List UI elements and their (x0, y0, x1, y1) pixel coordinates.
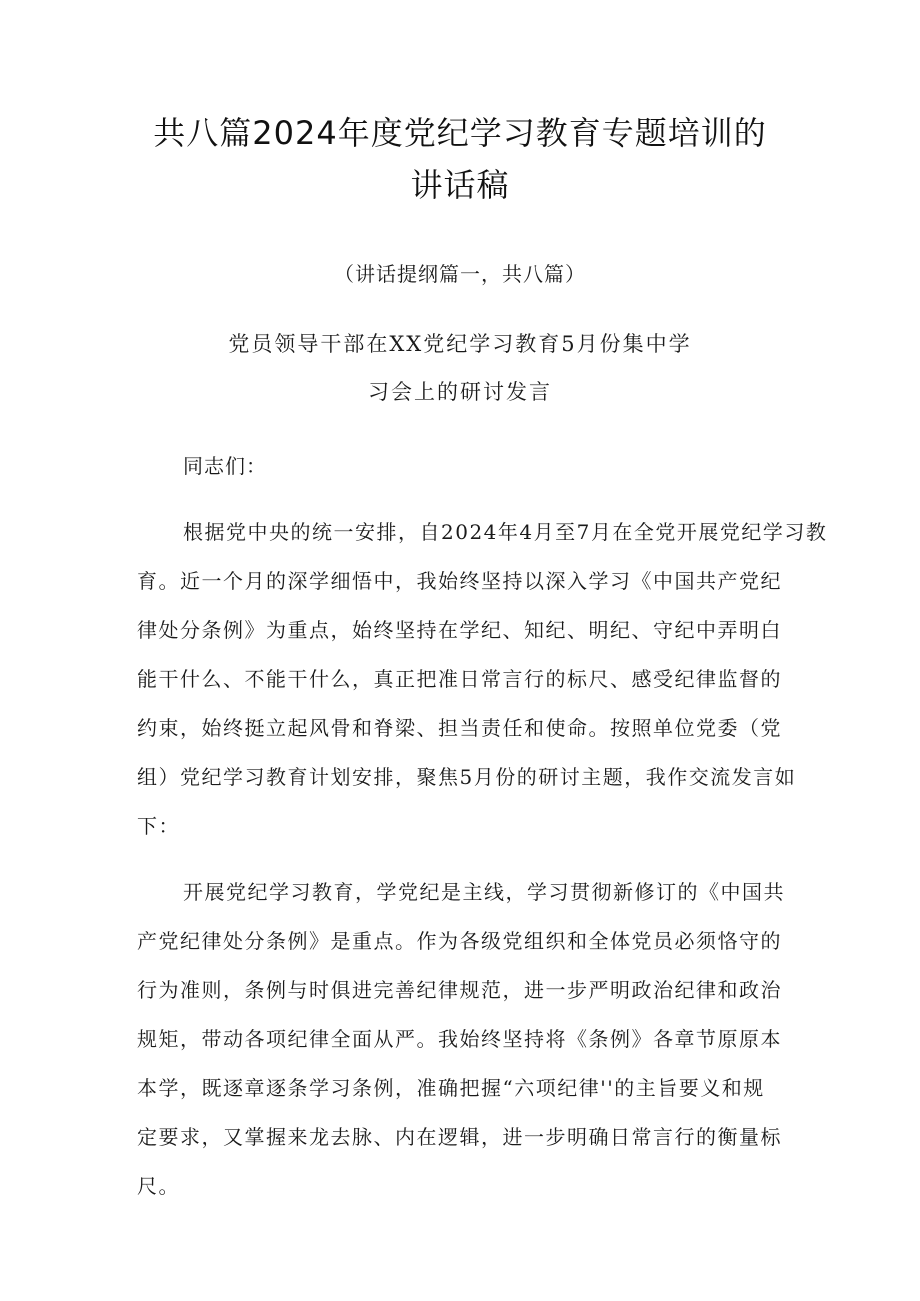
salutation: 同志们： (183, 454, 267, 478)
paragraph-1-line: 根据党中央的统一安排，自2024年4月至7月在全党开展党纪学习教 (183, 520, 828, 544)
speech-heading-line1: 党员领导干部在XX党纪学习教育5月份集中学 (228, 332, 692, 356)
paragraph-1-line: 组）党纪学习教育计划安排，聚焦5月份的研讨主题，我作交流发言如 (137, 765, 797, 789)
document-title-line2: 讲话稿 (410, 166, 510, 204)
paragraph-2-line: 定要求，又掌握来龙去脉、内在逻辑，进一步明确日常言行的衡量标 (137, 1125, 782, 1149)
paragraph-2-line: 尺。 (137, 1174, 180, 1198)
paragraph-2-line: 行为准则，条例与时俱进完善纪律规范，进一步严明政治纪律和政治 (137, 978, 782, 1002)
paragraph-2-line: 本学，既逐章逐条学习条例，准确把握“六项纪律''的主旨要义和规 (137, 1076, 765, 1100)
paragraph-1-line: 能干什么、不能干什么，真正把准日常言行的标尺、感受纪律监督的 (137, 667, 782, 691)
paragraph-1-line: 约束，始终挺立起风骨和脊梁、担当责任和使命。按照单位党委（党 (137, 716, 782, 740)
paragraph-1-line: 育。近一个月的深学细悟中，我始终坚持以深入学习《中国共产党纪 (137, 569, 782, 593)
paragraph-2-line: 产党纪律处分条例》是重点。作为各级党组织和全体党员必须恪守的 (137, 929, 782, 953)
paragraph-2-line: 规矩，带动各项纪律全面从严。我始终坚持将《条例》各章节原原本 (137, 1027, 782, 1051)
document-title-line1: 共八篇2024年度党纪学习教育专题培训的 (153, 114, 767, 152)
speech-heading-line2: 习会上的研讨发言 (368, 380, 552, 404)
paragraph-1-line: 律处分条例》为重点，始终坚持在学纪、知纪、明纪、守纪中弄明白 (137, 618, 782, 642)
paragraph-2-line: 开展党纪学习教育，学党纪是主线，学习贯彻新修订的《中国共 (183, 880, 785, 904)
paragraph-1-line: 下： (137, 814, 180, 838)
document-subtitle: （讲话提纲篇一，共八篇） (334, 262, 586, 286)
